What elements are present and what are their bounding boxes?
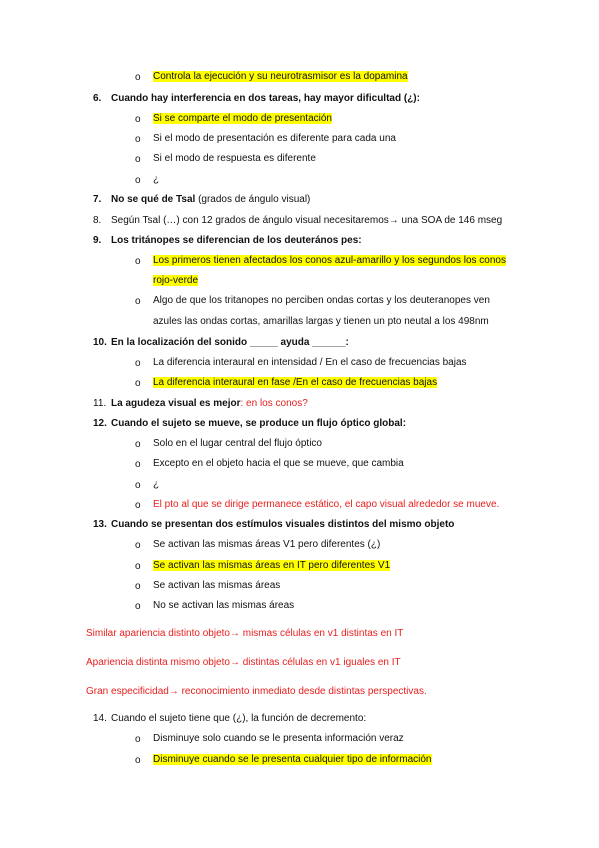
option-text: La diferencia interaural en intensidad / En el caso de frecuencias bajas bbox=[153, 357, 467, 368]
bullet-icon: o bbox=[135, 114, 141, 125]
option-text: Se activan las mismas áreas bbox=[153, 580, 281, 591]
option-text: La diferencia interaural en fase /En el caso de frecuencias bajas bbox=[153, 377, 438, 388]
question-bold: No se qué de Tsal bbox=[111, 194, 196, 205]
question-number: 14. bbox=[93, 713, 107, 724]
bullet-icon: o bbox=[135, 358, 141, 369]
question-text: Los tritánopes se diferencian de los deuterános pes: bbox=[111, 235, 362, 246]
bullet-icon: o bbox=[135, 439, 141, 450]
bullet-icon: o bbox=[135, 296, 141, 307]
bullet-icon: o bbox=[135, 459, 141, 470]
option-text: El pto al que se dirige permanece estático, el capo visual alrededor se mueve. bbox=[153, 499, 500, 510]
bullet-icon: o bbox=[135, 175, 141, 186]
question-number: 13. bbox=[93, 519, 107, 530]
bullet-icon: o bbox=[135, 561, 141, 572]
question-text: Cuando el sujeto tiene que (¿), la función de decremento: bbox=[111, 713, 367, 724]
question-number: 7. bbox=[93, 194, 102, 205]
option-text: Excepto en el objeto hacia el que se mueve, que cambia bbox=[153, 458, 404, 469]
option-text: Controla la ejecución y su neurotrasmisor es la dopamina bbox=[153, 71, 408, 82]
option-text: Algo de que los tritanopes no perciben ondas cortas y los deuteranopes ven bbox=[153, 295, 490, 306]
question-bold: La agudeza visual es mejor bbox=[111, 398, 241, 409]
option-text-cont: azules las ondas cortas, amarillas largas y tienen un pto neutal a los 498nm bbox=[153, 316, 489, 327]
bullet-icon: o bbox=[135, 755, 141, 766]
bullet-icon: o bbox=[135, 734, 141, 745]
note-text: Similar apariencia distinto objeto→ mismas células en v1 distintas en IT bbox=[86, 628, 404, 639]
option-text: Los primeros tienen afectados los conos azul-amarillo y los segundos los conos bbox=[153, 255, 506, 266]
question-number: 10. bbox=[93, 337, 107, 348]
option-text: Disminuye cuando se le presenta cualquier tipo de información bbox=[153, 754, 432, 765]
bullet-icon: o bbox=[135, 154, 141, 165]
option-text: Solo en el lugar central del flujo óptico bbox=[153, 438, 322, 449]
bullet-icon: o bbox=[135, 480, 141, 491]
option-text: Disminuye solo cuando se le presenta información veraz bbox=[153, 733, 404, 744]
question-rest: (grados de ángulo visual) bbox=[195, 194, 311, 205]
option-text: Si el modo de presentación es diferente para cada una bbox=[153, 133, 396, 144]
note-text: Apariencia distinta mismo objeto→ distintas células en v1 iguales en IT bbox=[86, 657, 401, 668]
option-text-cont: rojo-verde bbox=[153, 275, 199, 286]
option-text: ¿ bbox=[153, 174, 160, 185]
note-text: Gran especificidad→ reconocimiento inmediato desde distintas perspectivas. bbox=[86, 686, 427, 697]
option-text: Se activan las mismas áreas en IT pero diferentes V1 bbox=[153, 560, 391, 571]
bullet-icon: o bbox=[135, 601, 141, 612]
question-text bbox=[111, 398, 308, 409]
bullet-icon: o bbox=[135, 540, 141, 551]
option-text: Si el modo de respuesta es diferente bbox=[153, 153, 316, 164]
question-text: Cuando hay interferencia en dos tareas, hay mayor dificultad (¿): bbox=[111, 93, 420, 104]
bullet-icon: o bbox=[135, 581, 141, 592]
question-number: 9. bbox=[93, 235, 102, 246]
option-text: Si se comparte el modo de presentación bbox=[153, 113, 332, 124]
question-number: 6. bbox=[93, 93, 102, 104]
option-text: Se activan las mismas áreas V1 pero diferentes (¿) bbox=[153, 539, 381, 550]
question-number: 8. bbox=[93, 215, 102, 226]
question-number: 12. bbox=[93, 418, 107, 429]
question-answer: : en los conos? bbox=[240, 398, 308, 409]
question-text: Cuando el sujeto se mueve, se produce un flujo óptico global: bbox=[111, 418, 407, 429]
bullet-icon: o bbox=[135, 500, 141, 511]
bullet-icon: o bbox=[135, 256, 141, 267]
question-text bbox=[111, 194, 310, 205]
question-text: Según Tsal (…) con 12 grados de ángulo visual necesitaremos→ una SOA de 146 mseg bbox=[111, 215, 503, 226]
bullet-icon: o bbox=[135, 134, 141, 145]
option-text: ¿ bbox=[153, 479, 160, 490]
question-number: 11. bbox=[93, 398, 107, 409]
question-text: En la localización del sonido _____ ayuda ______: bbox=[111, 337, 349, 348]
option-text: No se activan las mismas áreas bbox=[153, 600, 295, 611]
question-text: Cuando se presentan dos estímulos visuales distintos del mismo objeto bbox=[111, 519, 455, 530]
bullet-icon: o bbox=[135, 72, 141, 83]
bullet-icon: o bbox=[135, 378, 141, 389]
